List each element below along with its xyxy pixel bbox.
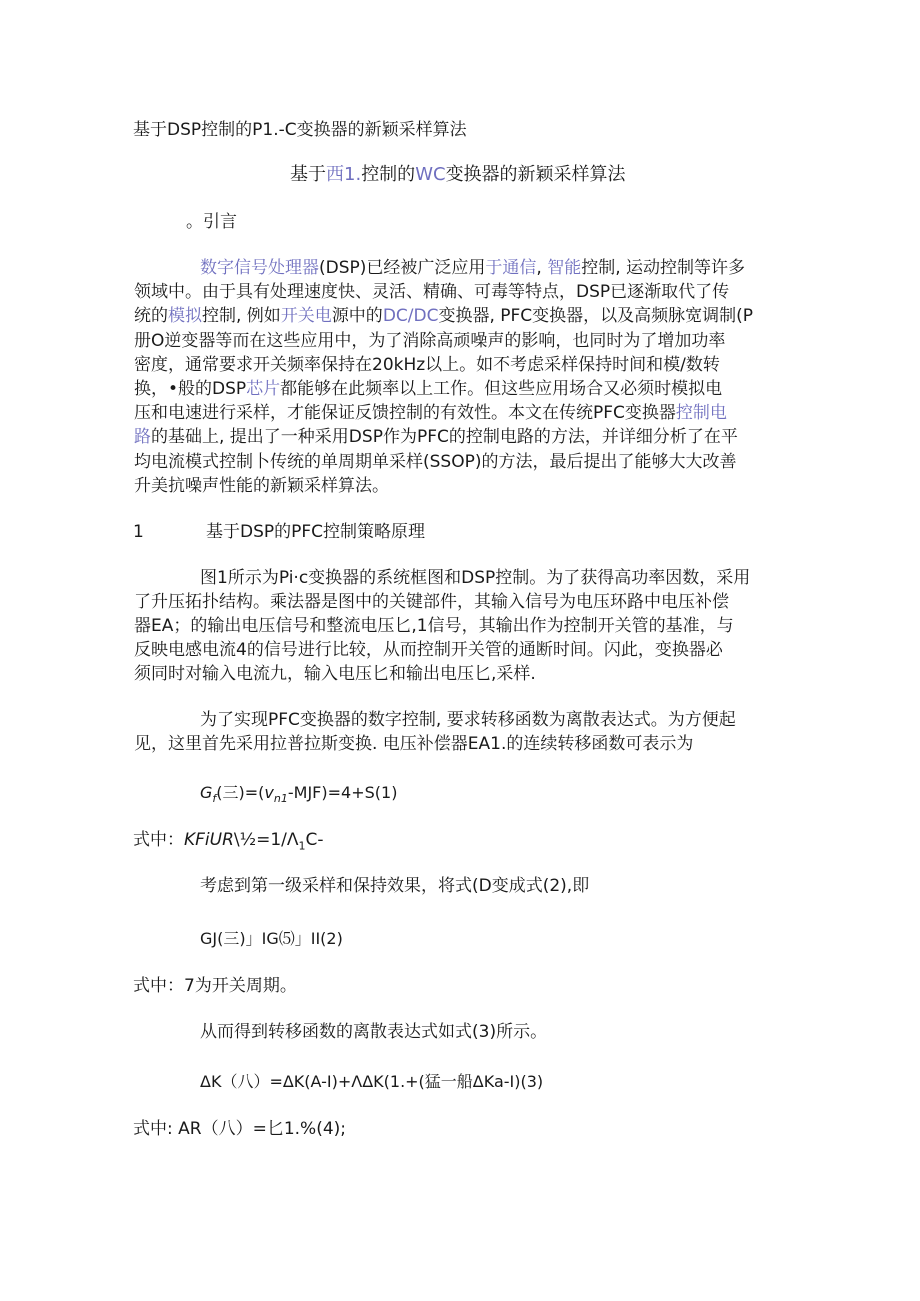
eq-part: \½=1/Λ	[233, 830, 299, 850]
section-number: 1	[133, 522, 144, 542]
eq-subscript: 1	[298, 839, 306, 853]
center-title-part: 基于	[290, 164, 326, 185]
link-intelligent[interactable]: 智能	[547, 258, 582, 278]
intro-line-8	[134, 425, 738, 449]
link-chip[interactable]: 芯片	[246, 379, 281, 399]
intro-line-2: 领域中。由于具有处理速度快、灵活、精确、可毒等特点，DSP已逐渐取代了传	[134, 282, 730, 302]
intro-line-7	[134, 401, 727, 425]
link-communication[interactable]: 于通信	[485, 258, 537, 278]
link-control-circuit-cont[interactable]: 路	[134, 427, 151, 447]
para2-line-1: 图1所示为Pi·c变换器的系统框图和DSP控制。为了获得高功率因数，采用	[200, 568, 751, 588]
para4: 考虑到第一级采样和保持效果，将式(D变成式(2),即	[200, 876, 590, 896]
where-2: 式中：7为开关周期。	[133, 976, 297, 996]
intro-heading: 。引言	[186, 212, 237, 232]
text-span: ,	[536, 258, 548, 278]
intro-line-1	[200, 256, 745, 280]
link-analog[interactable]: 模拟	[168, 306, 202, 326]
para3-line-1: 为了实现PFC变换器的数字控制, 要求转移函数为离散表达式。为方便起	[200, 710, 736, 730]
intro-line-6	[134, 377, 722, 401]
equation-1	[200, 781, 397, 811]
text-span: 统的	[134, 306, 168, 326]
eq-part: (三)=(	[216, 783, 265, 802]
intro-line-4: 册O逆变器等而在这些应用中，为了消除高顽噪声的影响，也同时为了增加功率	[134, 331, 726, 351]
link-dcdc[interactable]: DC/DC	[382, 306, 439, 326]
para2-line-5: 须同时对输入电流九，输入电压匕和输出电压匕,采样.	[134, 664, 536, 684]
section-title: 基于DSP的PFC控制策略原理	[206, 522, 426, 542]
equation-3: ΔK（八）=ΔK(A-I)+ΛΔK(1.+(猛一船ΔKa-I)(3)	[200, 1072, 544, 1091]
eq-symbol: G	[200, 783, 213, 802]
intro-line-10: 升美抗噪声性能的新颖采样算法。	[134, 476, 389, 496]
eq-part: -MJF)=4+S(1)	[287, 783, 398, 802]
center-title-part: 变换器的新颖采样算法	[445, 164, 626, 185]
center-title-part: 控制的	[361, 164, 416, 185]
where-label: 式中：	[133, 830, 184, 850]
text-span: 源中的	[331, 306, 383, 326]
center-title	[290, 163, 626, 187]
para2-line-4: 反映电感电流4的信号进行比较，从而控制开关管的通断时间。闪此，变换器必	[134, 640, 723, 660]
text-span: 的基础上, 提出了一种采用DSP作为PFC的控制电路的方法，并详细分析了在平	[151, 427, 738, 447]
where-1	[133, 828, 324, 858]
text-span: 控制, 例如	[202, 306, 281, 326]
eq-subscript: f	[212, 792, 217, 806]
link-switch-power[interactable]: 开关电	[280, 306, 332, 326]
equation-2: GJ(三)」IG⑸」II(2)	[200, 929, 343, 948]
text-span: 换，•般的DSP	[134, 379, 247, 399]
header-title: 基于DSP控制的P1.-C变换器的新颖采样算法	[133, 120, 467, 140]
para2-line-3: 器EA；的输出电压信号和整流电压匕,1信号，其输出作为控制开关管的基准，与	[134, 616, 734, 636]
eq-part: C-	[305, 830, 324, 850]
text-span: 都能够在此频率以上工作。但这些应用场合又必须时模拟电	[280, 379, 723, 399]
intro-line-9: 均电流模式控制卜传统的单周期单采样(SSOP)的方法，最后提出了能够大大改善	[134, 452, 737, 472]
where-3: 式中: AR（八）=匕1.%(4);	[133, 1119, 346, 1139]
text-span: 控制, 运动控制等许多	[581, 258, 746, 278]
para2-line-2: 了升压拓扑结构。乘法器是图中的关键部件，其输入信号为电压环路中电压补偿	[134, 592, 729, 612]
para3-line-2: 见，这里首先采用拉普拉斯变换. 电压补偿器EA1.的连续转移函数可表示为	[134, 734, 694, 754]
intro-line-3	[134, 304, 753, 328]
center-title-link[interactable]: WC	[415, 164, 446, 185]
text-span: 压和电速进行采样，才能保证反馈控制的有效性。本文在传统PFC变换器	[134, 403, 676, 423]
intro-line-5: 密度，通常要求开关频率保持在20kHz以上。如不考虑采样保持时间和模/数转	[134, 355, 720, 375]
para5: 从而得到转移函数的离散表达式如式(3)所示。	[200, 1022, 548, 1042]
text-span: 变换器, PFC变换器，以及高频脉宽调制(P	[438, 306, 754, 326]
center-title-link[interactable]: 西1.	[326, 164, 362, 185]
link-control-circuit[interactable]: 控制电	[675, 403, 727, 423]
eq-subscript: n1	[273, 792, 288, 806]
eq-symbol: KFiUR	[184, 830, 234, 850]
text-span: (DSP)已经被广泛应用	[319, 258, 486, 278]
eq-symbol: v	[264, 783, 274, 802]
link-dsp[interactable]: 数字信号处理器	[200, 258, 319, 278]
